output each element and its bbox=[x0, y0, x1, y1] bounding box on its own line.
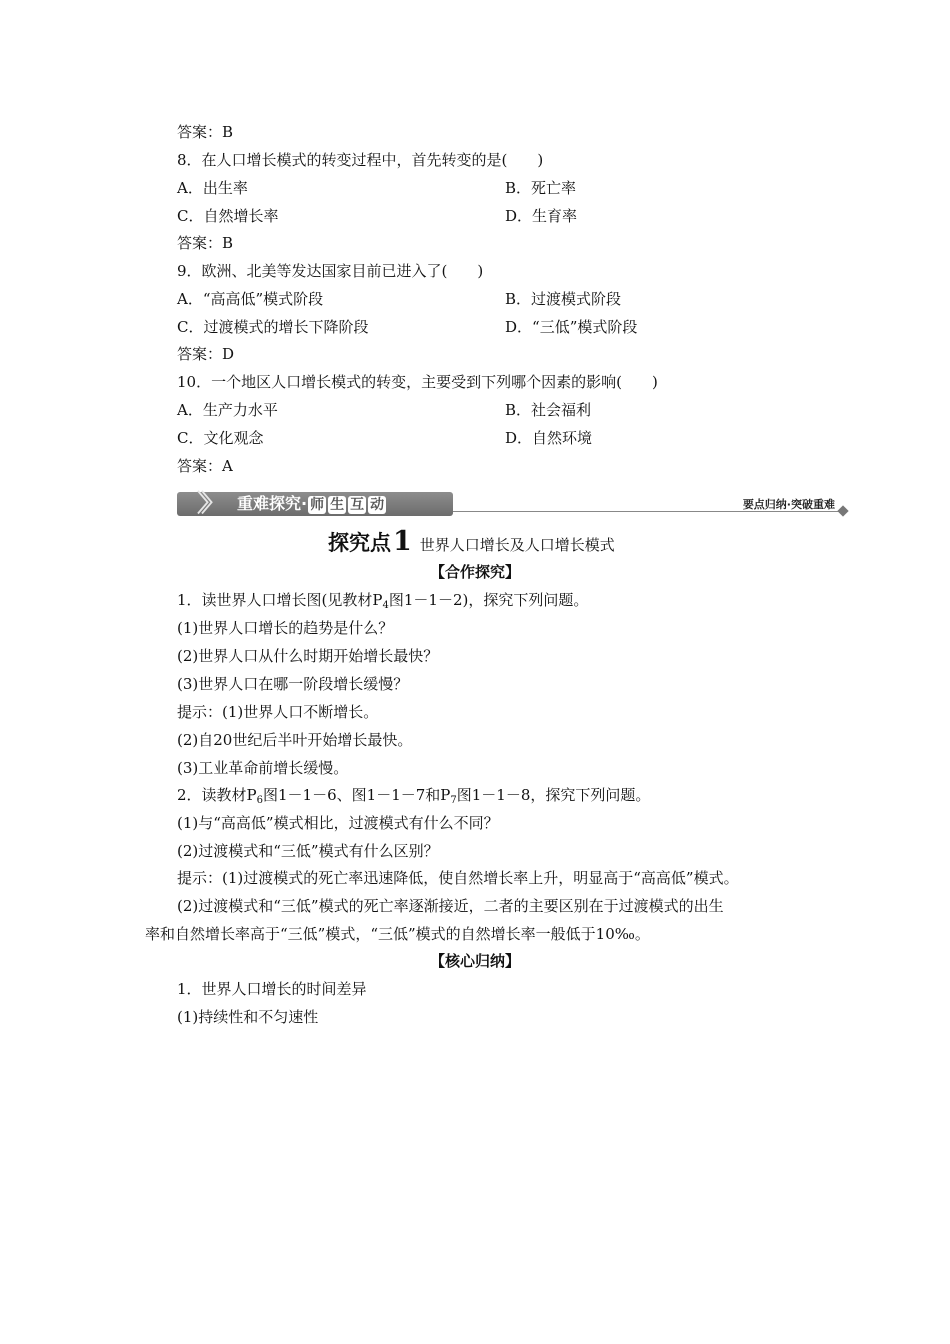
question-10-option-d: D．自然环境 bbox=[505, 429, 593, 447]
question-8-option-a: A．出生率 bbox=[177, 179, 248, 197]
explore-q2-stem: 2．读教材$P_6$图1－1－6、图1－1－7和$P_7$图1－1－8，探究下列问题。 bbox=[177, 786, 651, 806]
double-chevron-icon: 〉〉 bbox=[197, 489, 217, 517]
answer-10: 答案：A bbox=[177, 457, 233, 475]
core-title: 【核心归纳】 bbox=[429, 952, 520, 970]
core-item-1: 1．世界人口增长的时间差异 bbox=[177, 980, 367, 998]
question-9-option-c: C．过渡模式的增长下降阶段 bbox=[177, 318, 369, 336]
question-9-option-a: A．“高高低”模式阶段 bbox=[177, 290, 324, 308]
explore-q1-hint-3: (3)工业革命前增长缓慢。 bbox=[177, 759, 349, 777]
banner-title bbox=[237, 492, 387, 516]
banner-title-char-2: 生 bbox=[330, 497, 345, 513]
question-8-option-d: D．生育率 bbox=[505, 207, 578, 225]
explore-q2-hint-2a: (2)过渡模式和“三低”模式的死亡率逐渐接近，二者的主要区别在于过渡模式的出生 bbox=[177, 897, 724, 915]
banner-title-char-1: 师 bbox=[310, 497, 325, 513]
core-item-2: (1)持续性和不匀速性 bbox=[177, 1008, 319, 1026]
diamond-icon bbox=[837, 505, 848, 516]
explore-q1-hint-2: (2)自20世纪后半叶开始增长最快。 bbox=[177, 731, 413, 749]
question-10-option-b: B．社会福利 bbox=[505, 401, 592, 419]
banner-title-char-3: 互 bbox=[350, 497, 365, 513]
question-8-stem: 8．在人口增长模式的转变过程中，首先转变的是( ) bbox=[177, 151, 544, 169]
question-9-option-b: B．过渡模式阶段 bbox=[505, 290, 622, 308]
explore-q2-item-1: (1)与“高高低”模式相比，过渡模式有什么不同？ bbox=[177, 814, 499, 832]
explore-q2-hint-2b: 率和自然增长率高于“三低”模式，“三低”模式的自然增长率一般低于10‰。 bbox=[145, 925, 650, 943]
coop-title: 【合作探究】 bbox=[429, 563, 520, 581]
question-9-stem: 9．欧洲、北美等发达国家目前已进入了( ) bbox=[177, 262, 484, 280]
explore-q1-item-3: (3)世界人口在哪一阶段增长缓慢？ bbox=[177, 675, 409, 693]
explore-q2-hint: 提示：(1)过渡模式的死亡率迅速降低，使自然增长率上升，明显高于“高高低”模式。 bbox=[177, 869, 739, 887]
explore-q1-stem: 1．读世界人口增长图(见教材$P_4$图1－1－2)，探究下列问题。 bbox=[177, 591, 589, 611]
banner-title-dot: · bbox=[301, 494, 308, 513]
answer-9: 答案：D bbox=[177, 345, 235, 363]
question-10-stem: 10．一个地区人口增长模式的转变，主要受到下列哪个因素的影响( ) bbox=[177, 373, 658, 391]
banner-title-char-4: 动 bbox=[370, 497, 385, 513]
banner-right-label: 要点归纳·突破重难 bbox=[742, 498, 835, 511]
banner-title-main: 重难探究 bbox=[237, 494, 302, 513]
explore-q1-hint: 提示：(1)世界人口不断增长。 bbox=[177, 703, 379, 721]
question-10-option-c: C．文化观念 bbox=[177, 429, 264, 447]
question-9-option-d: D．“三低”模式阶段 bbox=[505, 318, 638, 336]
heading-label: 探究点 bbox=[328, 531, 391, 555]
explore-q1-item-2: (2)世界人口从什么时期开始增长最快？ bbox=[177, 647, 439, 665]
heading-subtitle: 世界人口增长及人口增长模式 bbox=[419, 536, 615, 554]
answer-8: 答案：B bbox=[177, 234, 234, 252]
section-banner bbox=[177, 488, 847, 522]
answer-7: 答案：B bbox=[177, 123, 234, 141]
question-8-option-c: C．自然增长率 bbox=[177, 207, 279, 225]
explore-q1-item-1: (1)世界人口增长的趋势是什么？ bbox=[177, 619, 394, 637]
question-8-option-b: B．死亡率 bbox=[505, 179, 577, 197]
section-heading bbox=[328, 526, 615, 557]
heading-number: 1 bbox=[393, 526, 412, 557]
explore-q2-item-2: (2)过渡模式和“三低”模式有什么区别？ bbox=[177, 842, 439, 860]
question-10-option-a: A．生产力水平 bbox=[177, 401, 278, 419]
